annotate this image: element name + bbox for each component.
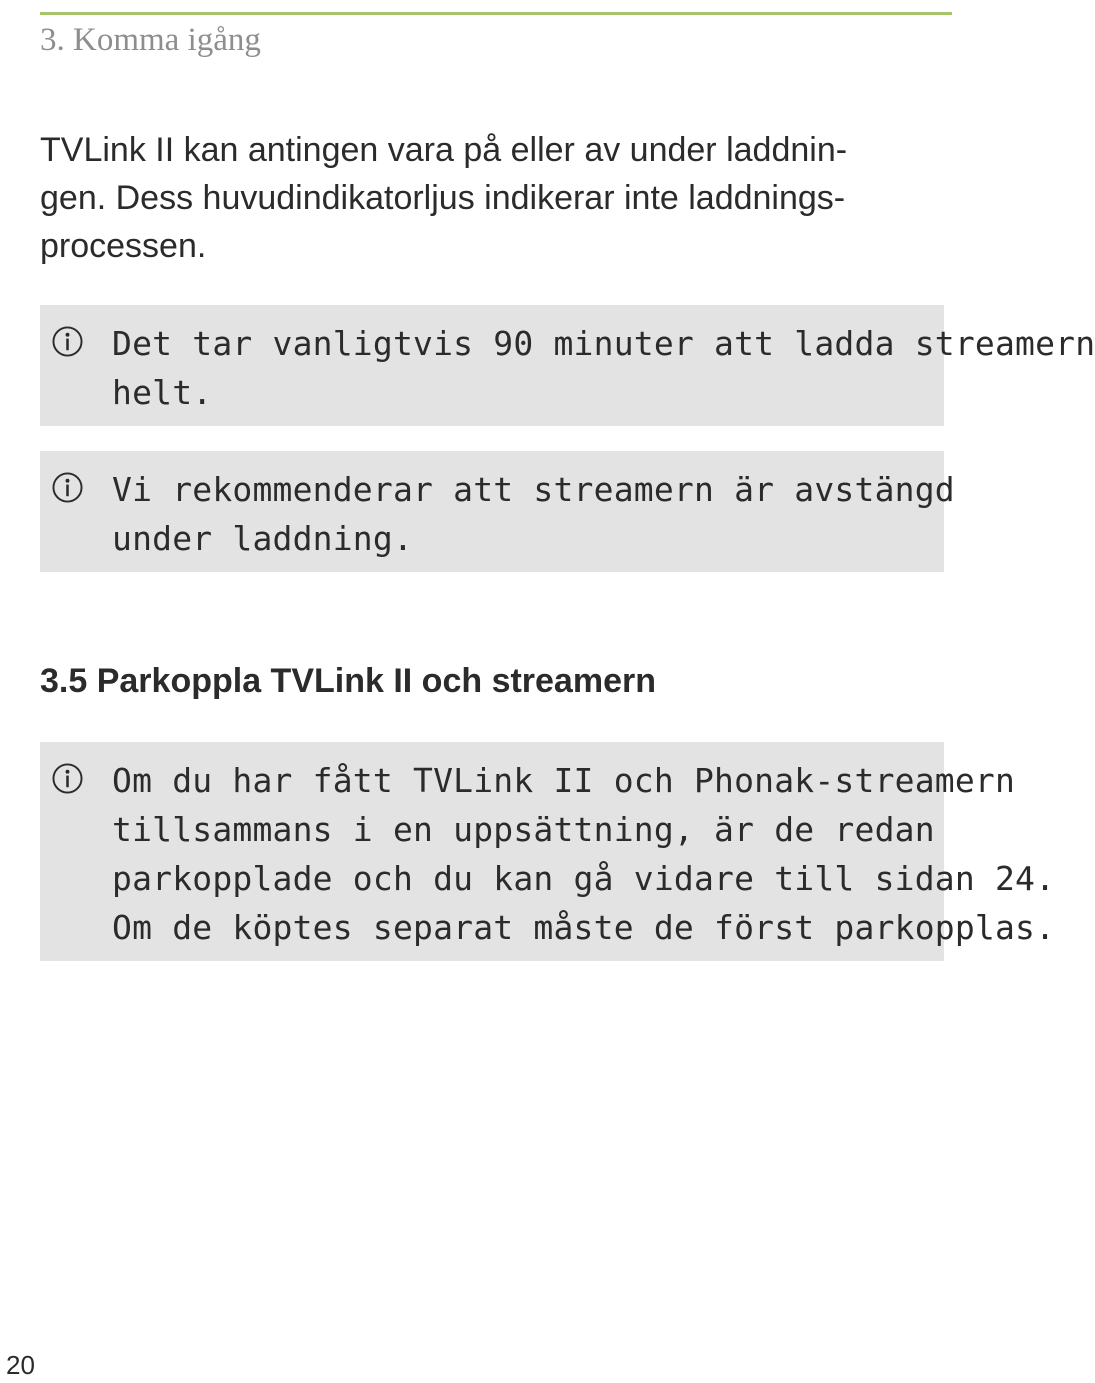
note-line: Om du har fått TVLink II och Phonak-streamern — [112, 761, 1016, 800]
info-note-charging-time — [40, 305, 1095, 426]
note-line: helt. — [112, 373, 213, 412]
intro-line: TVLink II kan antingen vara på eller av under laddnin- — [40, 131, 848, 169]
note-line: Om de köptes separat måste de först parkopplas. — [112, 908, 1056, 947]
note-line: parkopplade och du kan gå vidare till sidan 24. — [112, 859, 1056, 898]
info-icon — [52, 472, 83, 503]
info-icon — [52, 326, 83, 357]
page-number: 20 — [6, 1350, 35, 1380]
note-line: under laddning. — [112, 519, 414, 558]
top-rule — [40, 12, 952, 15]
note-text — [112, 756, 1056, 952]
note-line: tillsammans i en uppsättning, är de redan — [112, 810, 935, 849]
note-line: Vi rekommenderar att streamern är avstängd — [112, 470, 955, 509]
info-note-recommendation — [40, 451, 955, 572]
note-line: Det tar vanligtvis 90 minuter att ladda streamern — [112, 324, 1095, 363]
note-text — [112, 319, 1095, 417]
intro-paragraph — [40, 126, 920, 270]
note-text — [112, 465, 955, 563]
info-icon — [52, 763, 83, 794]
chapter-heading: 3. Komma igång — [40, 22, 261, 58]
intro-line: processen. — [40, 227, 207, 265]
info-note-pairing — [40, 742, 1056, 961]
intro-line: gen. Dess huvudindikatorljus indikerar inte laddnings- — [40, 179, 846, 217]
section-heading: 3.5 Parkoppla TVLink II och streamern — [40, 662, 656, 700]
